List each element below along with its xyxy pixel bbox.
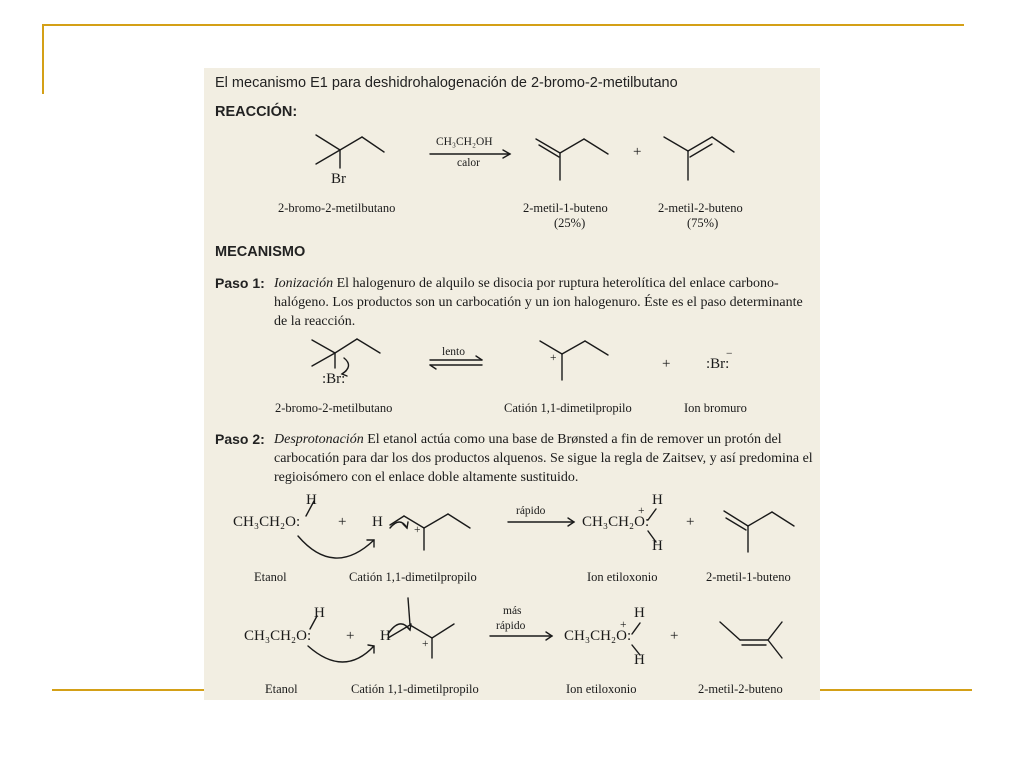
step2-title: Desprotonación [274,432,364,447]
row2-ion-H-bottom: H [634,652,645,668]
row2-plus-2: + [670,628,679,644]
reaction-reagent: CH₃CH₂OH [436,136,493,148]
step1-name-reactant: 2-bromo-2-metilbutano [275,401,393,415]
step1-cation-charge: + [550,352,557,364]
step2-text: El etanol actúa como una base de Brønsted a fin de remover un protón del carbocatión para dar los dos productos alquenos. Se sigue la regla de Zaitsev, y así predomina el regioisómero con el enlace doble altamente sustituido. [274,432,813,485]
product1-name: 2-metil-1-buteno [523,201,608,215]
step1-arrow-label: lento [442,346,465,358]
row1-alkene-structure [724,511,794,552]
row2-H: H [380,628,391,644]
row1-cation-charge: + [414,524,421,536]
row1-ethanol: CH₃CH₂O: [233,514,301,530]
step1-plus: + [662,356,671,372]
row2-H-top: H [314,605,325,621]
step1-label: Paso 1: [215,275,265,291]
row2-name-cation: Catión 1,1-dimetilpropilo [351,682,479,696]
row2-curved-arrow [308,646,374,662]
reaction-heading: REACCIÓN: [215,104,298,120]
mechanism-panel [204,68,820,700]
row2-cation-structure [388,598,454,658]
step1-name-cation: Catión 1,1-dimetilpropilo [504,401,632,415]
row1-name-ethanol: Etanol [254,570,287,584]
product1-yield: (25%) [554,216,586,230]
product1-structure [536,139,608,180]
product2-yield: (75%) [687,216,719,230]
step1-leaving-br: :Br: [322,371,346,387]
bromide-ion: :Br: [706,356,730,372]
page-title: El mecanismo E1 para deshidrohalogenación de 2-bromo-2-metilbutano [215,75,678,91]
row2-ion: CH₃CH₂O: [564,628,632,644]
reaction-plus: + [633,144,642,160]
row1-ion-charge: + [638,505,645,517]
row1-curved-arrow [298,536,374,558]
row1-plus: + [338,514,347,530]
product2-structure [664,137,734,180]
reactant-name: 2-bromo-2-metilbutano [278,201,396,215]
row2-name-ion: Ion etiloxonio [566,682,637,696]
frame-left-line [42,24,44,94]
row2-plus: + [346,628,355,644]
row2-name-alkene: 2-metil-2-buteno [698,682,783,696]
row2-cation-charge: + [422,638,429,650]
step1-name-bromide: Ion bromuro [684,401,747,415]
bromide-charge: − [726,348,733,360]
row2-ion-charge: + [620,619,627,631]
reaction-condition: calor [457,157,480,169]
step1-title: Ionización [274,276,334,291]
row1-arrow-label: rápido [516,505,546,517]
row2-ion-H-top: H [634,605,645,621]
product2-name: 2-metil-2-buteno [658,201,743,215]
step1-text: El halogenuro de alquilo se disocia por ruptura heterolítica del enlace carbono-halógeno. Los productos son un carbocatión y un ion halogenuro. Éste es el paso determinante de la reacción. [274,276,803,329]
row1-ion-H-top: H [652,492,663,508]
row1-H-top: H [306,492,317,508]
row1-H: H [372,514,383,530]
row1-name-alkene: 2-metil-1-buteno [706,570,791,584]
step2-label: Paso 2: [215,431,265,447]
row1-name-cation: Catión 1,1-dimetilpropilo [349,570,477,584]
frame-top-line [42,24,964,26]
row1-name-ion: Ion etiloxonio [587,570,658,584]
row1-ion-H-bottom: H [652,538,663,554]
reactant-structure [316,135,384,168]
reactant-br: Br [331,171,346,187]
row2-arrow-label-2: rápido [496,620,526,632]
row2-alkene-structure [720,622,782,658]
row2-arrow-label-1: más [503,605,522,617]
row2-name-ethanol: Etanol [265,682,298,696]
row1-plus-2: + [686,514,695,530]
row2-ethanol: CH₃CH₂O: [244,628,312,644]
row1-ion: CH₃CH₂O: [582,514,650,530]
step2-paragraph [274,430,814,487]
step1-paragraph [274,274,814,331]
mechanism-heading: MECANISMO [215,244,306,260]
row1-cation-structure [390,514,470,550]
